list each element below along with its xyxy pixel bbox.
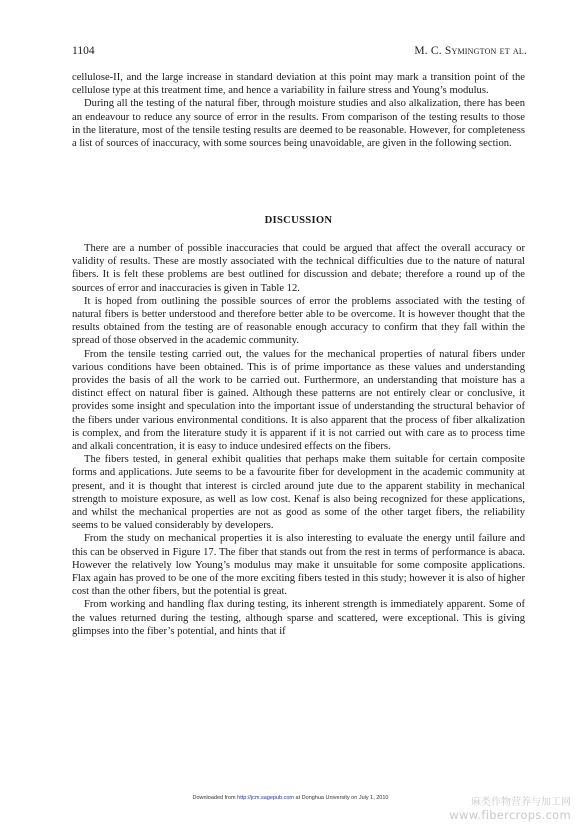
footer-link[interactable]: http://jcm.sagepub.com: [237, 795, 295, 801]
footer-prefix: Downloaded from: [192, 795, 238, 801]
footer-suffix: at Donghua University on July 1, 2010: [294, 795, 389, 801]
section-heading: DISCUSSION: [264, 215, 333, 226]
paragraph: cellulose-II, and the large increase in standard deviation at this point may mark a transition point of the cellulose type at this treatment time, and hence a variability in failure stress and Young’s modulus.: [72, 72, 525, 97]
paragraph: The fibers tested, in general exhibit qualities that perhaps make them suitable for certain composite forms and applications. Jute seems to be a favourite fiber for development in the academic community at present, and it is thought that interest is circled around jute due to the apparent stability in mechanical strength to moisture exposure, as well as low cost. Kenaf is also being recognized for these applications, and whilst the mechanical properties are not as good as some of the other target fibers, the reliability seems to be valued considerably by developers.: [72, 454, 525, 532]
paragraph: During all the testing of the natural fiber, through moisture studies and also alkalization, there has been an endeavour to reduce any source of error in the results. From comparison of the testing results to those in the literature, most of the tensile testing results are deemed to be reasonable. However, for completeness a list of sources of inaccuracy, with some sources being unavoidable, are given in the following section.: [72, 98, 525, 150]
running-authors: M. C. Symington et al.: [414, 45, 527, 57]
pre-discussion-text: [72, 71, 525, 150]
paragraph: There are a number of possible inaccuracies that could be argued that affect the overall accuracy or validity of results. These are mostly associated with the technical difficulties due to the nature of natural fibers. It is felt these problems are best outlined for discussion and debate; therefore a round up of the sources of error and inaccuracies is given in Table 12.: [72, 243, 525, 294]
page-number: 1104: [72, 45, 95, 57]
discussion-text: [72, 242, 525, 638]
running-header: [72, 44, 527, 58]
paragraph: It is hoped from outlining the possible sources of error the problems associated with the testing of natural fibers is better understood and therefore better able to be overcome. It is however thought that the results obtained from the testing are of reasonable enough accuracy to confirm that they fall within the spread of those observed in the academic community.: [72, 295, 525, 347]
watermark-url: www.fibercrops.com: [449, 808, 571, 822]
paragraph: From working and handling flax during testing, its inherent strength is immediately apparent. Some of the values returned during the testing, although sparse and scattered, were exceptional. This is giving glimpses into the fiber’s potential, and hints that if: [72, 599, 525, 637]
watermark-cn-text: 麻类作物营养与加工网: [471, 797, 571, 808]
paragraph: From the study on mechanical properties it is also interesting to evaluate the energy until failure and this can be observed in Figure 17. The fiber that stands out from the rest in terms of performance is abaca. However the relatively low Young’s modulus may make it unsuitable for some composite applications. Flax again has proved to be one of the more exciting fibers tested in this study; however it is also of higher cost than the other fibers, but the potential is great.: [72, 533, 525, 598]
paragraph: From the tensile testing carried out, the values for the mechanical properties of natural fibers under various conditions have been obtained. This is of prime importance as these values and understanding provides the basis of all the work to be carried out. Furthermore, an understanding that moisture has a distinct effect on natural fiber is gained. Although these patterns are not entirely clear or conclusive, it provides some insight and speculation into the important issue of understanding the structural behavior of the fibers under various environmental conditions. It is also apparent that the process of fiber alkalization is complex, and from the literature study it is apparent if it is not carried out with care as to process time and alkali concentration, it is easy to induce undesired effects on the fibers.: [72, 348, 525, 453]
site-watermark: [449, 796, 571, 822]
